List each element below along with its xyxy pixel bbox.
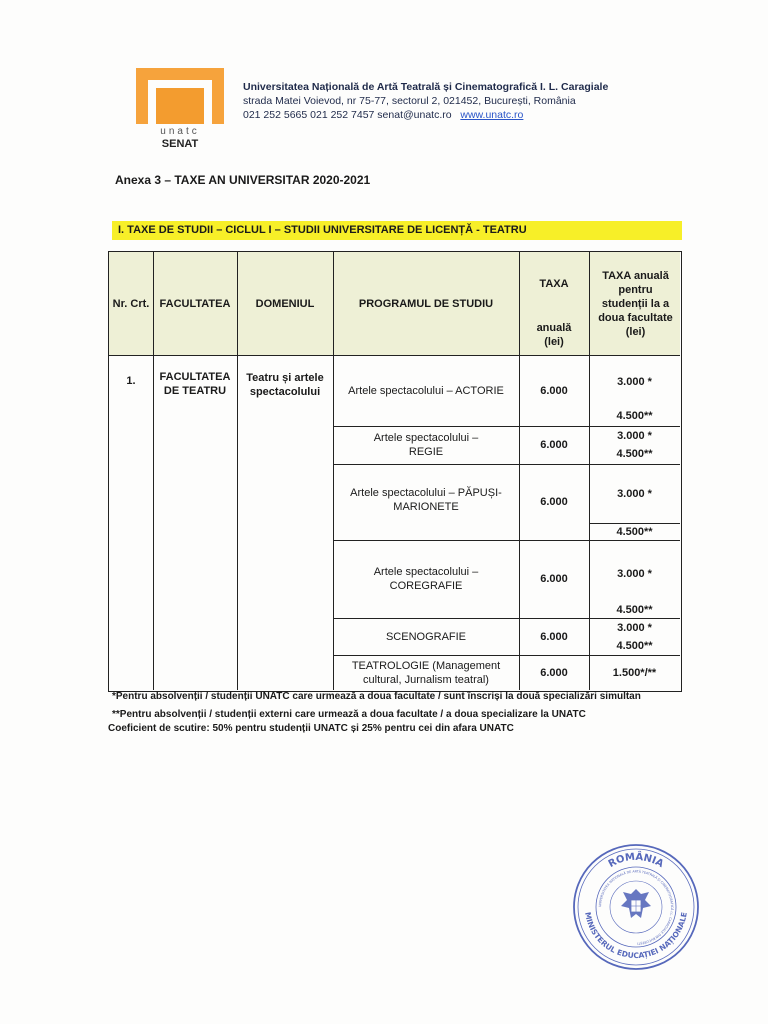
fee2-teatrologie: 1.500*/** (612, 666, 657, 679)
header-taxa-bottom: anuală (lei) (536, 322, 572, 348)
header-program: PROGRAMUL DE STUDIU (358, 297, 494, 310)
university-name: Universitatea Națională de Artă Teatrală și Cinematografică I. L. Caragiale (243, 81, 609, 93)
official-stamp (571, 842, 701, 972)
fee2a-coregrafie: 3.000 * (617, 568, 652, 580)
section-title: I. TAXE DE STUDII – CICLUL I – STUDII UNIVERSITARE DE LICENȚĂ - TEATRU (112, 221, 682, 240)
fee-teatrologie: 6.000 (540, 666, 568, 679)
logo-subtitle: SENAT (161, 138, 199, 150)
fee2a-actorie: 3.000 * (617, 376, 652, 388)
fee2a-papusi: 3.000 * (617, 487, 652, 500)
fee2b-scenografie: 4.500** (616, 640, 653, 652)
contact-details: 021 252 5665 021 252 7457 senat@unatc.ro (243, 109, 452, 121)
svg-text:MINISTERUL EDUCAȚIEI NAȚIONALE (583, 911, 689, 960)
program-actorie: Artele spectacolului – ACTORIE (348, 385, 504, 397)
fee-coregrafie: 6.000 (540, 573, 568, 585)
header-facultatea: FACULTATEA (159, 297, 231, 310)
header-nr: Nr. Crt. (112, 297, 150, 310)
unatc-logo (136, 68, 224, 150)
faculty-name: FACULTATEA DE TEATRU (159, 371, 231, 397)
fee2a-scenografie: 3.000 * (617, 622, 652, 634)
fee2a-regie: 3.000 * (617, 430, 652, 442)
fee-scenografie: 6.000 (540, 630, 568, 643)
annex-title: Anexa 3 – TAXE AN UNIVERSITAR 2020-2021 (115, 173, 371, 187)
stamp-top-text: ROMÂNIA (606, 851, 666, 870)
fee-actorie: 6.000 (540, 385, 568, 397)
fee-regie: 6.000 (540, 439, 568, 451)
row-nr: 1. (126, 375, 136, 387)
program-papusi: Artele spectacolului – PĂPUȘI-MARIONETE (350, 487, 502, 513)
footnote-1: *Pentru absolvenții / studenții UNATC care urmează a doua facultate / sunt înscriși la două specializări simultan (112, 691, 641, 702)
stamp-inner-text: UNIVERSITATEA NAȚIONALĂ DE ARTĂ TEATRALĂ ȘI CINEMATOGRAFICĂ I.L. CARAGIALE DIN BUCUREȘTI (597, 869, 675, 946)
program-coregrafie: Artele spectacolului – COREGRAFIE (373, 566, 479, 592)
fees-table (108, 251, 682, 692)
footnote-3: Coeficient de scutire: 50% pentru studenții UNATC și 25% pentru cei din afara UNATC (108, 723, 514, 734)
header-taxa-second-faculty: TAXA anuală pentru studenții la a doua facultate (lei) (598, 269, 673, 338)
website-link[interactable]: www.unatc.ro (460, 109, 524, 121)
university-address: strada Matei Voievod, nr 75-77, sectorul 2, 021452, București, România (243, 95, 576, 107)
program-teatrologie: TEATROLOGIE (Management cultural, Jurnalism teatral) (351, 659, 501, 686)
fee2b-coregrafie: 4.500** (616, 604, 653, 616)
fee2b-actorie: 4.500** (616, 410, 653, 422)
stamp-bottom-text: MINISTERUL EDUCAȚIEI NAȚIONALE (583, 911, 689, 961)
program-scenografie: SCENOGRAFIE (385, 630, 467, 643)
header-domeniul: DOMENIUL (255, 297, 315, 310)
logo-text: unatc (160, 126, 200, 137)
coat-of-arms-icon (621, 889, 651, 918)
university-info (243, 80, 663, 122)
footnote-2: **Pentru absolvenții / studenții externi care urmează a doua facultate / a doua specializare la UNATC (112, 709, 586, 720)
program-regie: Artele spectacolului – REGIE (373, 432, 479, 458)
fee-papusi: 6.000 (540, 496, 568, 508)
header-taxa-top: TAXA (539, 278, 569, 290)
fee2b-regie: 4.500** (616, 448, 653, 460)
university-contact (243, 108, 663, 122)
domain-name: Teatru și artele spectacolului (246, 372, 324, 398)
logo-block (156, 88, 204, 124)
fee2b-papusi: 4.500** (616, 526, 653, 538)
